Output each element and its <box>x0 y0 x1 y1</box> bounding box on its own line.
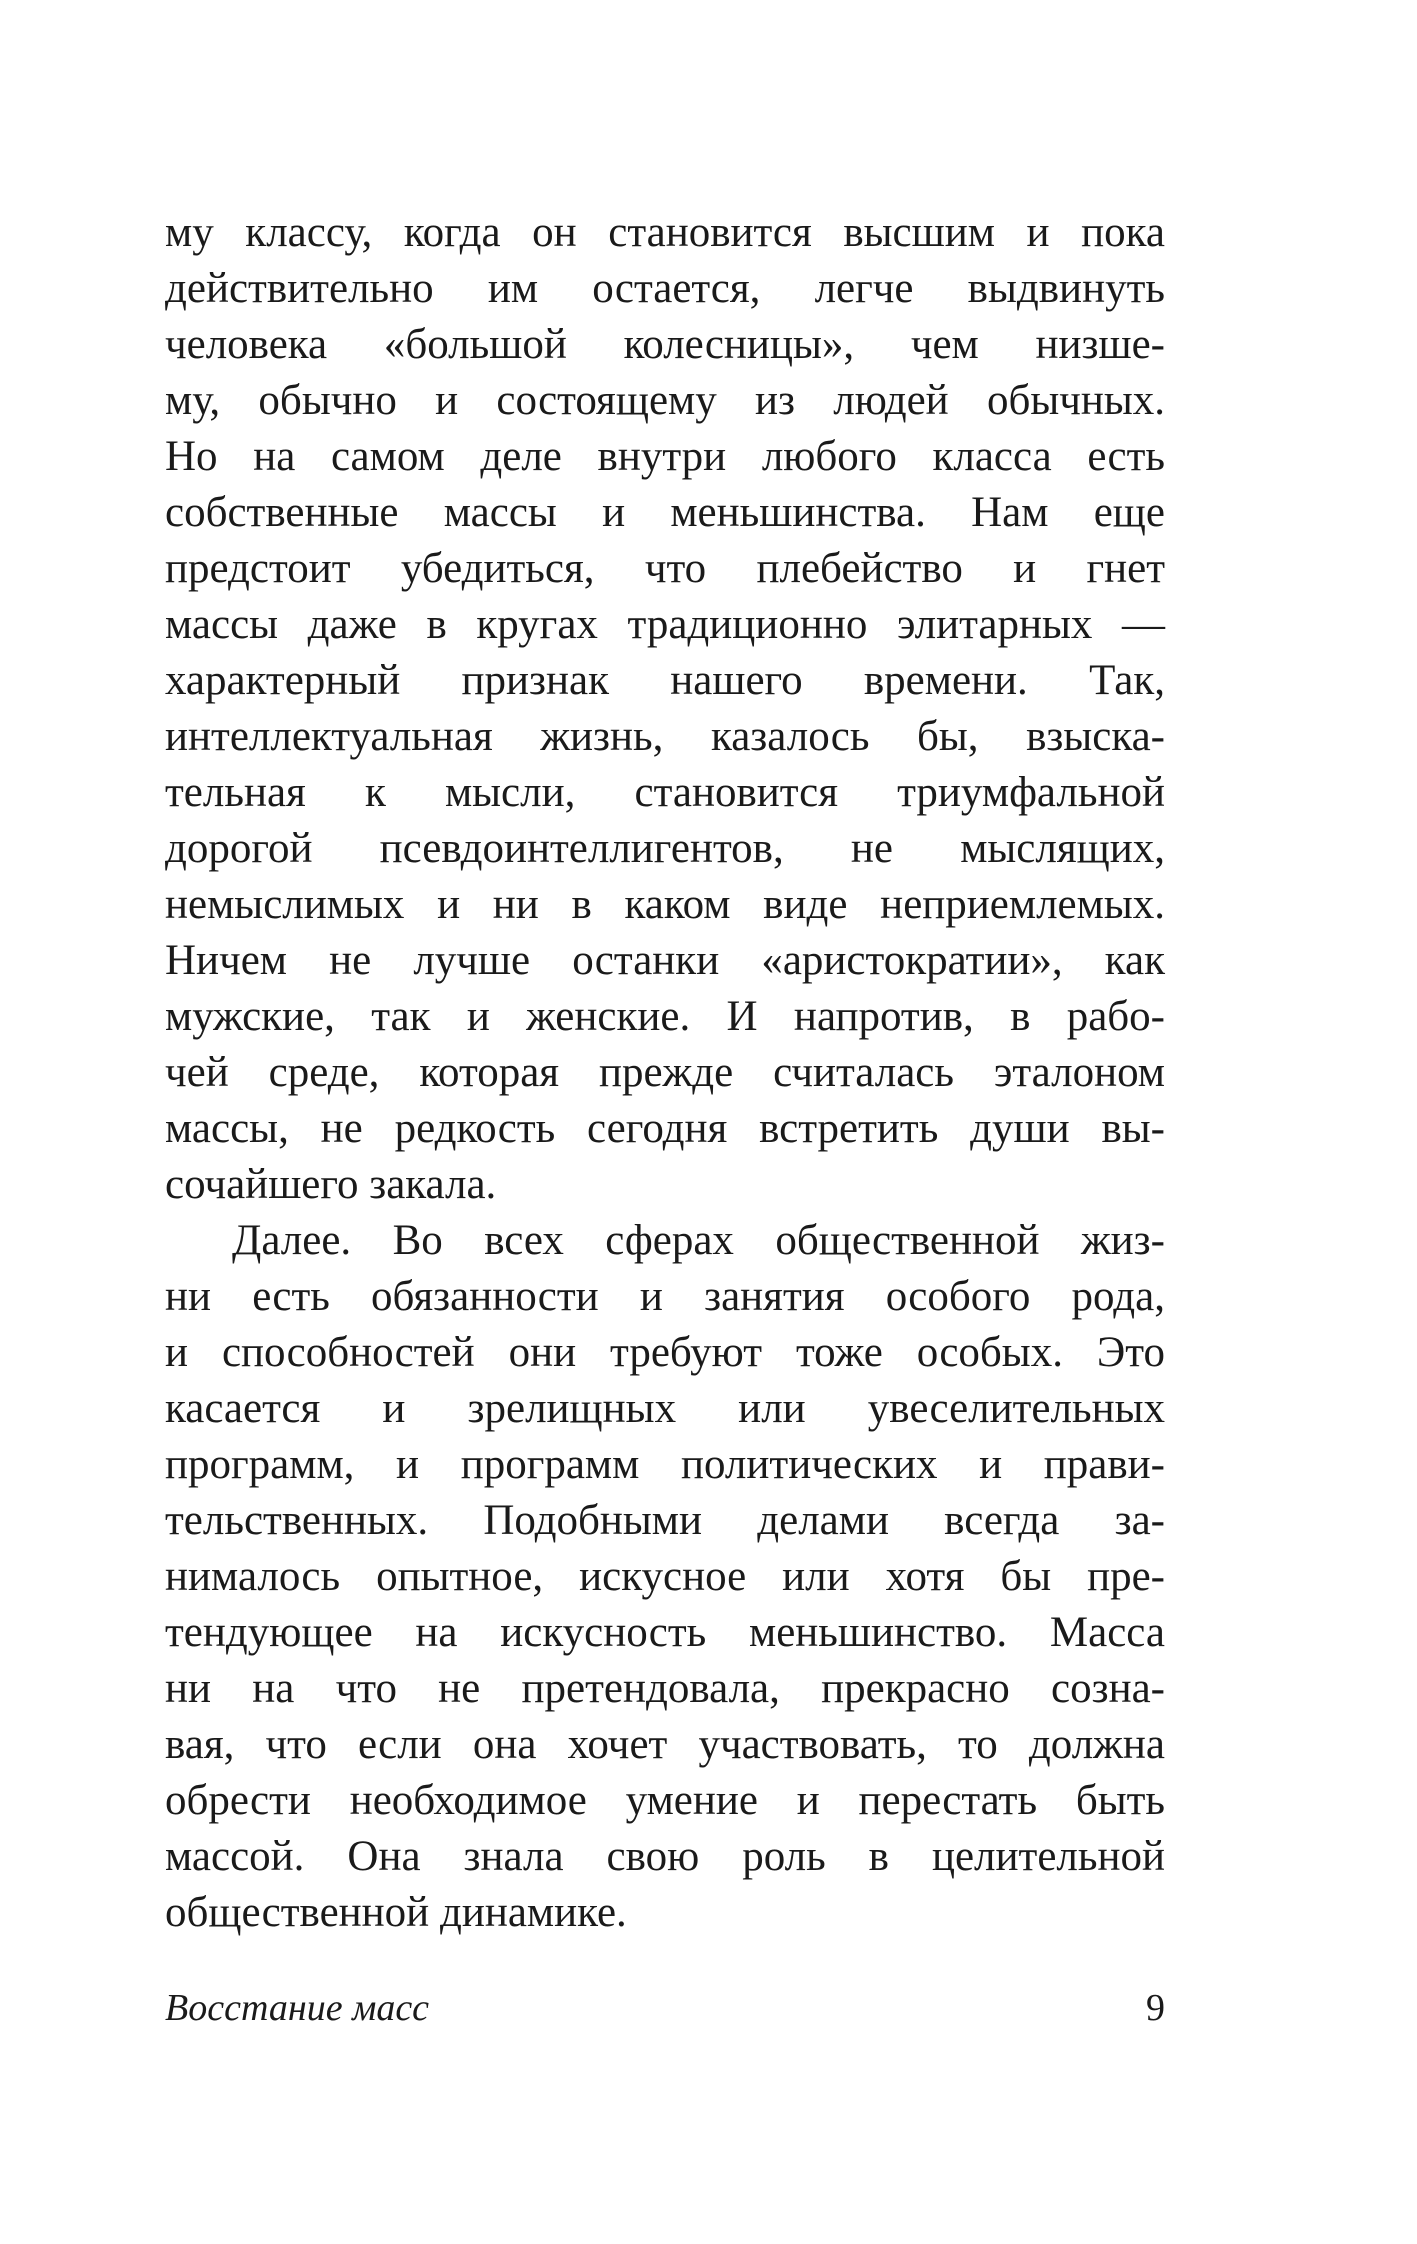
text-line: дорогой псевдоинтеллигентов, не мыслящих, <box>165 825 1165 872</box>
text-line: массы, не редкость сегодня встретить души вы- <box>165 1105 1165 1152</box>
running-title: Восстание масс <box>165 1987 430 2029</box>
text-line: тельная к мысли, становится триумфальной <box>165 769 1165 816</box>
text-line: Но на самом деле внутри любого класса есть <box>165 433 1165 480</box>
text-line: интеллектуальная жизнь, казалось бы, взыска- <box>165 713 1165 760</box>
text-line: массой. Она знала свою роль в целительной <box>165 1833 1165 1880</box>
body-paragraph <box>165 205 1165 1213</box>
text-line: общественной динамике. <box>165 1889 627 1936</box>
book-page <box>165 0 1165 2244</box>
text-line: человека «большой колесницы», чем низше- <box>165 321 1165 368</box>
text-line: обрести необходимое умение и перестать быть <box>165 1777 1165 1824</box>
text-line: нималось опытное, искусное или хотя бы пре- <box>165 1553 1165 1600</box>
text-line: чей среде, которая прежде считалась эталоном <box>165 1049 1165 1096</box>
body-paragraph <box>165 1213 1165 1941</box>
text-line: собственные массы и меньшинства. Нам еще <box>165 489 1165 536</box>
text-line: Ничем не лучше останки «аристократии», как <box>165 937 1165 984</box>
text-line: сочайшего закала. <box>165 1161 497 1208</box>
text-line: му классу, когда он становится высшим и пока <box>165 209 1165 256</box>
text-line: и способностей они требуют тоже особых. Это <box>165 1329 1165 1376</box>
text-line: немыслимых и ни в каком виде неприемлемых. <box>165 881 1165 928</box>
text-line: Далее. Во всех сферах общественной жиз- <box>232 1217 1165 1264</box>
page-number: 9 <box>1146 1987 1165 2029</box>
text-line: тендующее на искусность меньшинство. Масса <box>165 1609 1165 1656</box>
page-footer <box>165 1978 1165 2038</box>
text-line: действительно им остается, легче выдвинуть <box>165 265 1165 312</box>
text-line: му, обычно и состоящему из людей обычных. <box>165 377 1165 424</box>
text-line: ни на что не претендовала, прекрасно созна- <box>165 1665 1165 1712</box>
text-line: ни есть обязанности и занятия особого рода, <box>165 1273 1165 1320</box>
text-line: касается и зрелищных или увеселительных <box>165 1385 1165 1432</box>
text-line: массы даже в кругах традиционно элитарных — <box>165 601 1165 648</box>
text-line: тельственных. Подобными делами всегда за- <box>165 1497 1165 1544</box>
text-line: программ, и программ политических и прави- <box>165 1441 1165 1488</box>
text-line: предстоит убедиться, что плебейство и гнет <box>165 545 1165 592</box>
text-line: характерный признак нашего времени. Так, <box>165 657 1165 704</box>
text-line: мужские, так и женские. И напротив, в рабо- <box>165 993 1165 1040</box>
text-line: вая, что если она хочет участвовать, то должна <box>165 1721 1165 1768</box>
